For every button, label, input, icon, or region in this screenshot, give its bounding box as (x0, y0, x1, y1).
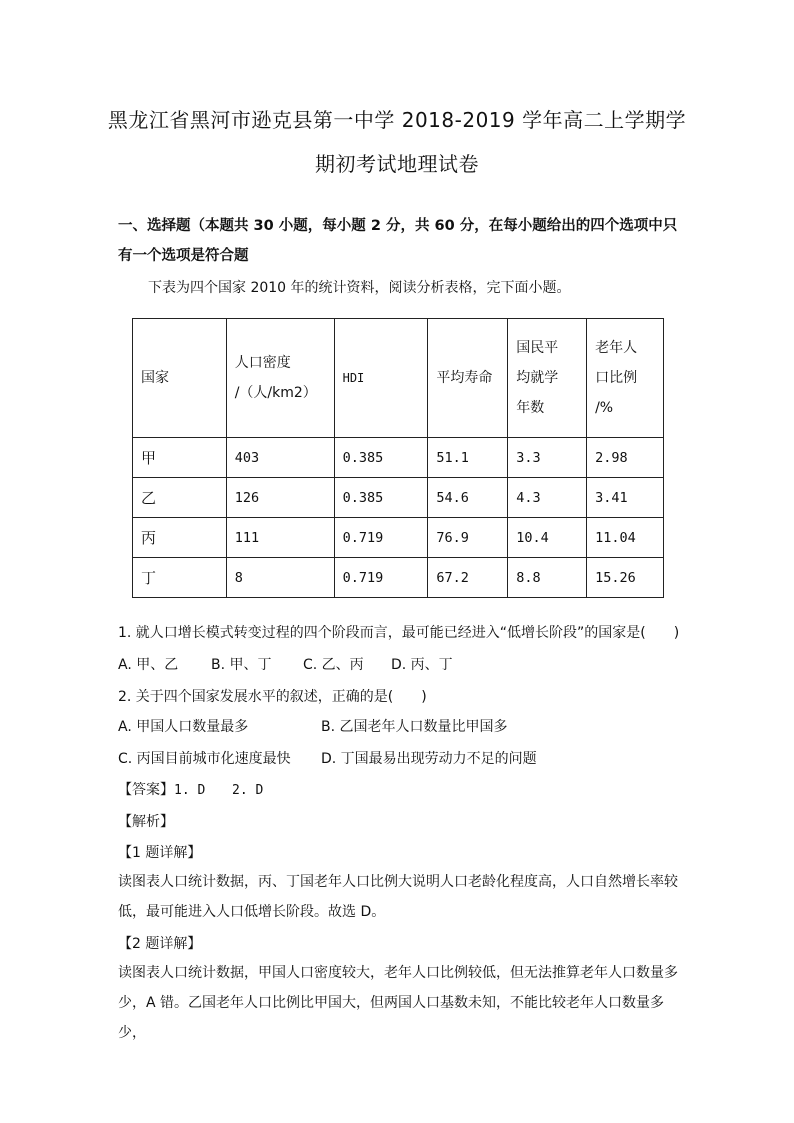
question-2-options-row-2 (118, 748, 537, 768)
table-cell: 甲 (133, 438, 227, 478)
table-cell: 51.1 (428, 438, 508, 478)
question-2-option-c: C. 丙国目前城市化速度最快 (118, 751, 291, 767)
table-cell: 2.98 (587, 438, 664, 478)
header-life-expectancy: 平均寿命 (428, 319, 508, 438)
table-cell: 乙 (133, 478, 227, 518)
table-cell: 丙 (133, 518, 227, 558)
question-1-option-a: A. 甲、乙 (118, 657, 179, 673)
table-cell: 15.26 (587, 558, 664, 598)
header-density: 人口密度 /（人/km2） (226, 319, 334, 438)
table-cell: 8 (226, 558, 334, 598)
answer-1: 1. D (174, 783, 206, 798)
detail-2-label: 【2 题详解】 (118, 936, 202, 952)
table-cell: 3.41 (587, 478, 664, 518)
statistics-table (132, 318, 664, 598)
answer-2: 2. D (232, 783, 264, 798)
question-1-options (118, 654, 453, 674)
table-header-row (133, 319, 664, 438)
table-cell: 111 (226, 518, 334, 558)
document-title-line-1: 黑龙江省黑河市逊克县第一中学 2018-2019 学年高二上学期学 (107, 108, 687, 132)
table-row (133, 478, 664, 518)
table-cell: 54.6 (428, 478, 508, 518)
table-cell: 3.3 (508, 438, 587, 478)
table-cell: 403 (226, 438, 334, 478)
question-2-options-row-1 (118, 716, 508, 736)
table-cell: 0.719 (334, 518, 428, 558)
detail-1-text: 读图表人口统计数据，丙、丁国老年人口比例大说明人口老龄化程度高，人口自然增长率较低，最可能进入人口低增长阶段。故选 D。 (118, 874, 678, 920)
table-row (133, 558, 664, 598)
question-2-option-a: A. 甲国人口数量最多 (118, 719, 249, 735)
question-1-option-d: D. 丙、丁 (391, 657, 453, 673)
table-cell: 丁 (133, 558, 227, 598)
question-1-stem: 1. 就人口增长模式转变过程的四个阶段而言，最可能已经进入“低增长阶段”的国家是( ) (118, 625, 680, 641)
table-row (133, 518, 664, 558)
table-cell: 126 (226, 478, 334, 518)
table-cell: 0.719 (334, 558, 428, 598)
table-cell: 0.385 (334, 438, 428, 478)
question-1-option-c: C. 乙、丙 (303, 657, 364, 673)
document-title-line-2: 期初考试地理试卷 (315, 152, 479, 176)
table-cell: 11.04 (587, 518, 664, 558)
answer-line (118, 779, 263, 799)
question-2-stem: 2. 关于四个国家发展水平的叙述，正确的是( ) (118, 689, 427, 705)
header-elderly-ratio: 老年人 口比例 /% (587, 319, 664, 438)
detail-1-label: 【1 题详解】 (118, 845, 202, 861)
table-cell: 76.9 (428, 518, 508, 558)
table-cell: 8.8 (508, 558, 587, 598)
table-row (133, 438, 664, 478)
analysis-label: 【解析】 (118, 814, 174, 830)
detail-2-text: 读图表人口统计数据，甲国人口密度较大，老年人口比例较低，但无法推算老年人口数量多少，A 错。乙国老年人口比例比甲国大，但两国人口基数未知，不能比较老年人口数量多少， (118, 965, 678, 1041)
header-country: 国家 (133, 319, 227, 438)
header-hdi: HDI (334, 319, 428, 438)
question-2-option-d: D. 丁国最易出现劳动力不足的问题 (321, 751, 537, 767)
table-cell: 4.3 (508, 478, 587, 518)
question-1-option-b: B. 甲、丁 (211, 657, 272, 673)
header-education-years: 国民平 均就学 年数 (508, 319, 587, 438)
question-2-option-b: B. 乙国老年人口数量比甲国多 (321, 719, 508, 735)
answer-label: 【答案】 (118, 782, 174, 798)
table-cell: 67.2 (428, 558, 508, 598)
table-cell: 0.385 (334, 478, 428, 518)
section-heading: 一、选择题（本题共 30 小题，每小题 2 分，共 60 分，在每小题给出的四个选项中只有一个选项是符合题 (118, 218, 678, 264)
table-intro: 下表为四个国家 2010 年的统计资料，阅读分析表格，完下面小题。 (148, 280, 571, 296)
table-cell: 10.4 (508, 518, 587, 558)
